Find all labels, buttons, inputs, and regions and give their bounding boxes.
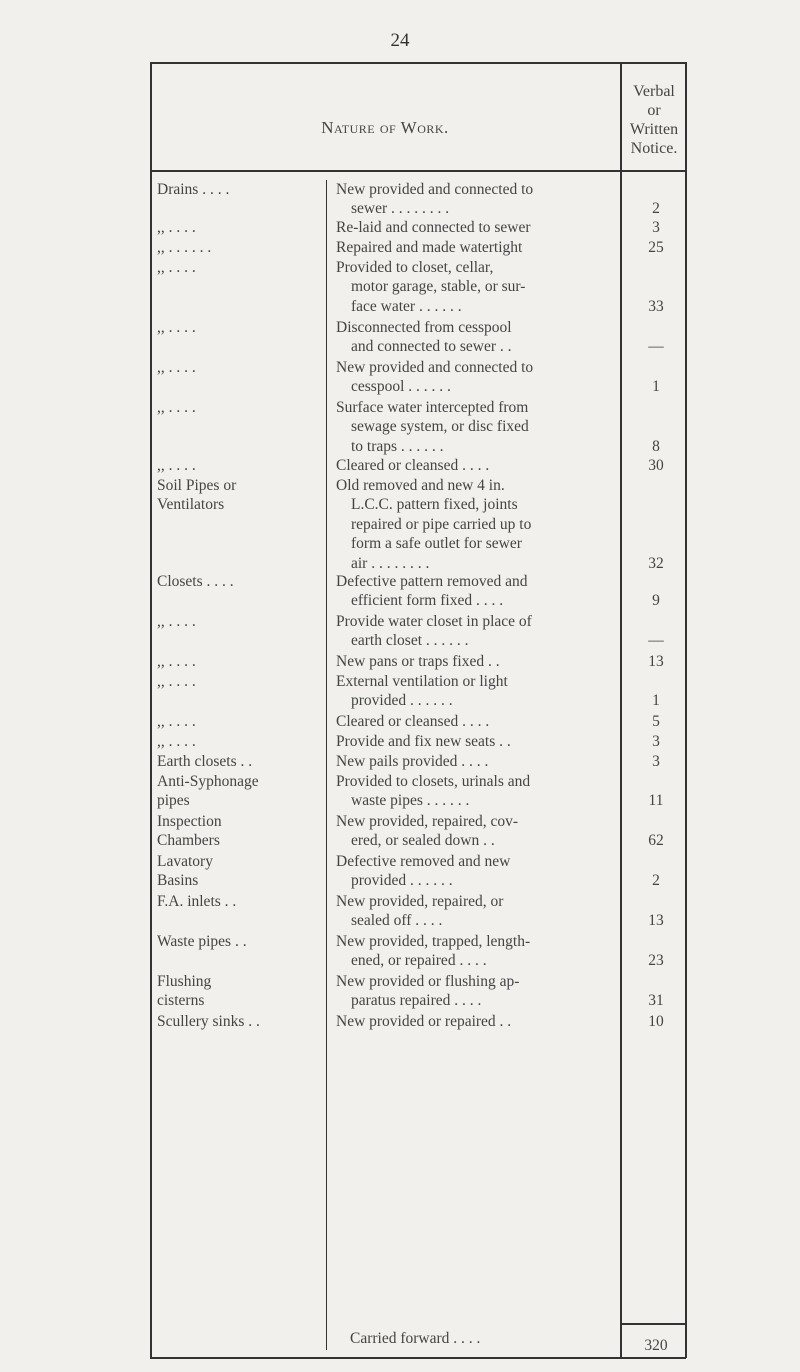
row-category bbox=[157, 752, 319, 771]
row-description-line: New provided, repaired, cov- bbox=[336, 813, 519, 830]
row-category bbox=[157, 972, 319, 1011]
row-description-line: ered, or sealed down . . bbox=[351, 832, 495, 850]
row-category bbox=[157, 476, 319, 515]
row-description-line: sewage system, or disc fixed bbox=[351, 418, 529, 436]
row-notice-count: — bbox=[648, 632, 664, 650]
row-category-line: ,, . . . . bbox=[157, 457, 196, 474]
row-description-line: New pails provided . . . . bbox=[336, 753, 489, 770]
row-description bbox=[336, 238, 614, 257]
row-category-line: Scullery sinks . . bbox=[157, 1013, 260, 1030]
row-description-line: New provided, repaired, or bbox=[336, 893, 504, 910]
row-notice-count: 31 bbox=[648, 992, 664, 1010]
row-category bbox=[157, 238, 319, 257]
row-notice-count: 3 bbox=[652, 753, 660, 770]
row-notice-count: 30 bbox=[648, 457, 664, 474]
row-notice-count: 9 bbox=[652, 592, 660, 610]
row-description-line: Provided to closets, urinals and bbox=[336, 773, 531, 790]
row-description-line: ened, or repaired . . . . bbox=[351, 952, 487, 970]
row-category-line: ,, . . . . bbox=[157, 653, 196, 670]
row-description-line: New provided, trapped, length- bbox=[336, 933, 531, 950]
row-category-line: ,, . . . . bbox=[157, 219, 196, 236]
description-column-rule bbox=[326, 180, 327, 1350]
row-description bbox=[336, 180, 614, 219]
row-description-line: Re-laid and connected to sewer bbox=[336, 219, 531, 236]
row-category-line: Soil Pipes or bbox=[157, 477, 237, 494]
row-description-line: to traps . . . . . . bbox=[351, 437, 444, 455]
table-top-rule bbox=[150, 62, 686, 64]
row-notice-count: 3 bbox=[652, 219, 660, 236]
row-description-line: motor garage, stable, or sur- bbox=[351, 278, 526, 296]
row-category-line: ,, . . . . bbox=[157, 399, 196, 416]
row-category bbox=[157, 712, 319, 731]
row-description-line: New provided and connected to bbox=[336, 359, 534, 376]
row-category bbox=[157, 612, 319, 631]
row-description bbox=[336, 772, 614, 811]
row-description bbox=[336, 752, 614, 771]
row-notice-count: 2 bbox=[652, 200, 660, 218]
row-description-line: L.C.C. pattern fixed, joints bbox=[351, 496, 518, 514]
row-category-line: Drains . . . . bbox=[157, 181, 230, 198]
row-description bbox=[336, 318, 614, 357]
row-category-line: F.A. inlets . . bbox=[157, 893, 237, 910]
row-description-line: Defective removed and new bbox=[336, 853, 511, 870]
row-description-line: provided . . . . . . bbox=[351, 692, 453, 710]
row-notice-count: 3 bbox=[652, 733, 660, 750]
row-description bbox=[336, 932, 614, 971]
row-description-line: cesspool . . . . . . bbox=[351, 378, 451, 396]
header-bottom-rule bbox=[150, 170, 686, 172]
row-description bbox=[336, 892, 614, 931]
row-category-line: ,, . . . . . . bbox=[157, 239, 212, 256]
row-notice-count: 23 bbox=[648, 952, 664, 970]
notice-header-line: Written bbox=[629, 121, 679, 138]
row-notice-count: 13 bbox=[648, 653, 664, 670]
row-category bbox=[157, 892, 319, 911]
row-description-line: provided . . . . . . bbox=[351, 872, 453, 890]
column-header-notice bbox=[623, 82, 685, 158]
total-rule bbox=[622, 1323, 686, 1325]
row-description-line: Cleared or cleansed . . . . bbox=[336, 713, 490, 730]
row-description-line: efficient form fixed . . . . bbox=[351, 592, 504, 610]
row-description bbox=[336, 1012, 614, 1031]
row-category-line: Ventilators bbox=[157, 496, 225, 514]
row-description bbox=[336, 456, 614, 475]
row-notice-count: 2 bbox=[652, 872, 660, 890]
row-category-line: cisterns bbox=[157, 992, 205, 1010]
row-description bbox=[336, 712, 614, 731]
notice-column-left-rule bbox=[620, 62, 622, 1358]
row-notice-count: 10 bbox=[648, 1013, 664, 1030]
carried-forward-total: 320 bbox=[644, 1337, 668, 1354]
table-bottom-rule bbox=[150, 1357, 686, 1359]
row-description bbox=[336, 218, 614, 237]
row-description-line: form a safe outlet for sewer bbox=[351, 535, 522, 553]
row-description bbox=[336, 672, 614, 711]
row-category-line: Lavatory bbox=[157, 853, 213, 870]
row-description-line: External ventilation or light bbox=[336, 673, 508, 690]
row-notice-count: 1 bbox=[652, 378, 660, 396]
row-description bbox=[336, 358, 614, 397]
row-description-line: earth closet . . . . . . bbox=[351, 632, 469, 650]
row-description-line: and connected to sewer . . bbox=[351, 338, 512, 356]
row-category-line: Chambers bbox=[157, 832, 220, 850]
notice-header-line: or bbox=[647, 102, 661, 119]
row-description-line: Repaired and made watertight bbox=[336, 239, 523, 256]
row-description-line: Old removed and new 4 in. bbox=[336, 477, 505, 494]
row-category-line: Flushing bbox=[157, 973, 212, 990]
row-category-line: pipes bbox=[157, 792, 190, 810]
row-notice-count: 11 bbox=[648, 792, 664, 810]
row-category-line: ,, . . . . bbox=[157, 613, 196, 630]
page-number: 24 bbox=[390, 30, 410, 51]
row-category bbox=[157, 1012, 319, 1031]
row-description bbox=[336, 398, 614, 456]
row-description bbox=[336, 812, 614, 851]
row-description-line: Provide water closet in place of bbox=[336, 613, 532, 630]
row-description bbox=[336, 852, 614, 891]
row-description-line: repaired or pipe carried up to bbox=[351, 515, 532, 533]
row-description-line: New pans or traps fixed . . bbox=[336, 653, 500, 670]
row-description bbox=[336, 258, 614, 316]
row-category bbox=[157, 812, 319, 851]
row-category-line: Anti-Syphonage bbox=[157, 773, 259, 790]
row-notice-count: 8 bbox=[652, 437, 660, 455]
row-notice-count: 5 bbox=[652, 713, 660, 730]
row-description bbox=[336, 732, 614, 751]
row-notice-count: — bbox=[648, 338, 664, 356]
row-description bbox=[336, 476, 614, 573]
row-category-line: ,, . . . . bbox=[157, 673, 196, 690]
notice-header-line: Verbal bbox=[633, 83, 675, 100]
row-category-line: Waste pipes . . bbox=[157, 933, 247, 950]
row-category-line: Earth closets . . bbox=[157, 753, 253, 770]
row-description-line: Surface water intercepted from bbox=[336, 399, 529, 416]
row-description-line: New provided and connected to bbox=[336, 181, 534, 198]
row-category-line: Basins bbox=[157, 872, 199, 890]
notice-header-line: Notice. bbox=[630, 140, 678, 157]
row-category bbox=[157, 258, 319, 277]
row-description-line: Disconnected from cesspool bbox=[336, 319, 512, 336]
column-header-nature-of-work: Nature of Work. bbox=[321, 118, 449, 137]
row-category-line: ,, . . . . bbox=[157, 259, 196, 276]
row-description-line: Cleared or cleansed . . . . bbox=[336, 457, 490, 474]
row-category-line: Inspection bbox=[157, 813, 222, 830]
row-category bbox=[157, 772, 319, 811]
row-category bbox=[157, 652, 319, 671]
row-description-line: Provided to closet, cellar, bbox=[336, 259, 494, 276]
row-description-line: face water . . . . . . bbox=[351, 297, 462, 315]
row-category bbox=[157, 318, 319, 337]
table-left-rule bbox=[150, 62, 152, 1358]
row-description-line: New provided or flushing ap- bbox=[336, 973, 520, 990]
row-category bbox=[157, 852, 319, 891]
row-description bbox=[336, 652, 614, 671]
row-category-line: ,, . . . . bbox=[157, 359, 196, 376]
row-category bbox=[157, 398, 319, 417]
row-category bbox=[157, 456, 319, 475]
row-notice-count: 62 bbox=[648, 832, 664, 850]
row-category-line: ,, . . . . bbox=[157, 733, 196, 750]
row-description-line: waste pipes . . . . . . bbox=[351, 792, 470, 810]
row-description-line: Provide and fix new seats . . bbox=[336, 733, 511, 750]
row-notice-count: 25 bbox=[648, 239, 664, 256]
row-notice-count: 13 bbox=[648, 912, 664, 930]
row-category-line: ,, . . . . bbox=[157, 319, 196, 336]
row-category-line: ,, . . . . bbox=[157, 713, 196, 730]
row-description bbox=[336, 612, 614, 651]
row-category bbox=[157, 932, 319, 951]
carried-forward-label: Carried forward . . . . bbox=[350, 1330, 481, 1347]
row-notice-count: 33 bbox=[648, 297, 664, 315]
row-description bbox=[336, 572, 614, 611]
row-description-line: New provided or repaired . . bbox=[336, 1013, 512, 1030]
row-description-line: air . . . . . . . . bbox=[351, 554, 430, 572]
row-notice-count: 32 bbox=[648, 554, 664, 572]
row-description-line: Defective pattern removed and bbox=[336, 573, 528, 590]
row-category bbox=[157, 672, 319, 691]
row-description-line: sewer . . . . . . . . bbox=[351, 200, 450, 218]
row-description-line: sealed off . . . . bbox=[351, 912, 443, 930]
row-category bbox=[157, 180, 319, 199]
row-description bbox=[336, 972, 614, 1011]
row-description-line: paratus repaired . . . . bbox=[351, 992, 482, 1010]
row-category-line: Closets . . . . bbox=[157, 573, 234, 590]
row-category bbox=[157, 358, 319, 377]
row-category bbox=[157, 218, 319, 237]
row-category bbox=[157, 572, 319, 591]
row-notice-count: 1 bbox=[652, 692, 660, 710]
row-category bbox=[157, 732, 319, 751]
